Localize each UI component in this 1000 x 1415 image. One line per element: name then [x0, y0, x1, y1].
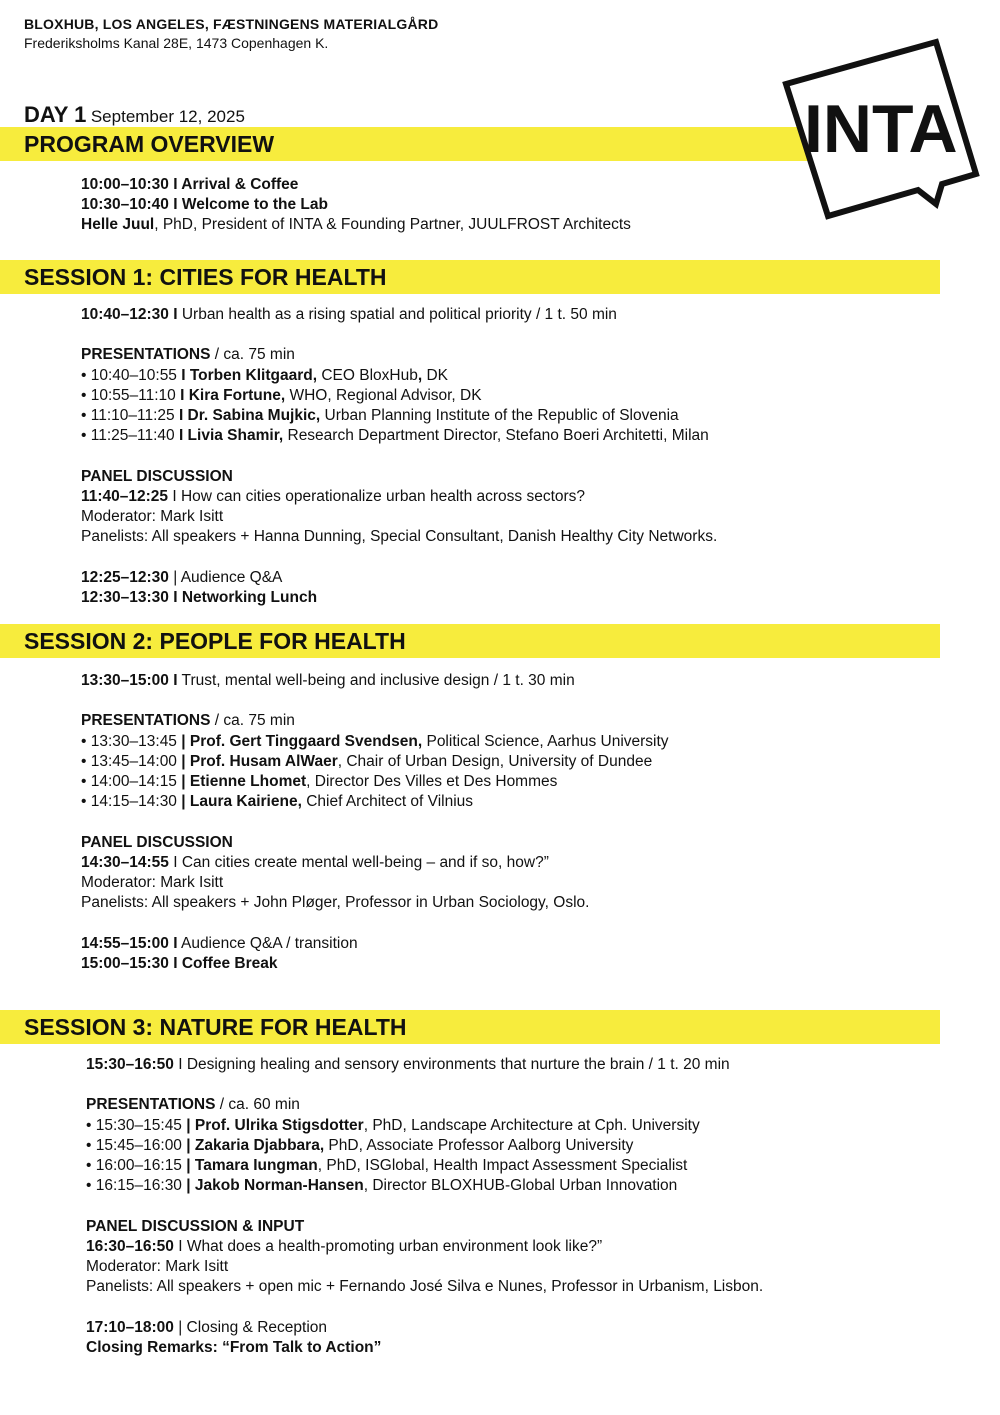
session1-intro: 10:40–12:30 I Urban health as a rising spatial and political priority / 1 t. 50 min: [81, 306, 617, 323]
inta-logo: [782, 38, 982, 224]
session3-presentations-heading: PRESENTATIONS / ca. 60 min: [86, 1096, 300, 1114]
overview-item: 10:30–10:40 I Welcome to the Lab: [81, 196, 328, 214]
list-item: • 14:15–14:30 | Laura Kairiene, Chief Architect of Vilnius: [81, 793, 474, 811]
venue-name: BLOXHUB, LOS ANGELES, FÆSTNINGENS MATERIALGÅRD: [24, 16, 439, 32]
session3-closing-remarks: Closing Remarks: “From Talk to Action”: [86, 1338, 382, 1356]
session1-block: [81, 305, 717, 608]
session3-intro: 15:30–16:50 I Designing healing and sensory environments that nurture the brain / 1 t. 20 min: [86, 1056, 730, 1073]
session3-title: SESSION 3: NATURE FOR HEALTH: [24, 1014, 407, 1040]
session2-moderator: Moderator: Mark Isitt: [81, 874, 224, 891]
session3-panelists: Panelists: All speakers + open mic + Fernando José Silva e Nunes, Professor in Urbanism, Lisbon.: [86, 1278, 764, 1296]
session2-presentations-heading: PRESENTATIONS / ca. 75 min: [81, 712, 295, 730]
session2-coffee-break: 15:00–15:30 I Coffee Break: [81, 954, 278, 972]
list-item: • 10:40–10:55 I Torben Klitgaard, CEO BloxHub, DK: [81, 366, 448, 384]
list-item: • 13:45–14:00 | Prof. Husam AlWaer, Chair of Urban Design, University of Dundee: [81, 752, 653, 770]
session1-panelists: Panelists: All speakers + Hanna Dunning, Special Consultant, Danish Healthy City Networks.: [81, 528, 718, 546]
venue-address: Frederiksholms Kanal 28E, 1473 Copenhagen K.: [24, 35, 329, 51]
session2-panel-question: 14:30–14:55 I Can cities create mental well-being – and if so, how?”: [81, 853, 549, 871]
session3-moderator: Moderator: Mark Isitt: [86, 1258, 229, 1275]
day-date: September 12, 2025: [90, 107, 245, 126]
list-item: • 16:15–16:30 | Jakob Norman-Hansen, Director BLOXHUB-Global Urban Innovation: [86, 1177, 678, 1195]
overview-item: 10:00–10:30 I Arrival & Coffee: [81, 176, 299, 193]
session2-block: [81, 671, 669, 974]
day-heading: [24, 102, 245, 128]
session1-panel-question: 11:40–12:25 I How can cities operationalize urban health across sectors?: [81, 487, 586, 505]
session3-panel-heading: PANEL DISCUSSION & INPUT: [86, 1217, 305, 1235]
list-item: • 16:00–16:15 | Tamara Iungman, PhD, ISGlobal, Health Impact Assessment Specialist: [86, 1157, 688, 1174]
list-item: • 15:45–16:00 | Zakaria Djabbara, PhD, Associate Professor Aalborg University: [86, 1136, 634, 1154]
session2-intro: 13:30–15:00 I Trust, mental well-being and inclusive design / 1 t. 30 min: [81, 672, 575, 689]
list-item: • 14:00–14:15 | Etienne Lhomet, Director Des Villes et Des Hommes: [81, 773, 558, 790]
overview-block: [81, 175, 631, 236]
overview-speaker: Helle Juul, PhD, President of INTA & Founding Partner, JUULFROST Architects: [81, 216, 631, 234]
session1-panel-heading: PANEL DISCUSSION: [81, 467, 233, 485]
session2-panel-heading: PANEL DISCUSSION: [81, 833, 233, 851]
session3-closing: 17:10–18:00 | Closing & Reception: [86, 1318, 327, 1336]
list-item: • 15:30–15:45 | Prof. Ulrika Stigsdotter, PhD, Landscape Architecture at Cph. University: [86, 1116, 700, 1134]
session2-panelists: Panelists: All speakers + John Pløger, Professor in Urban Sociology, Oslo.: [81, 894, 590, 912]
overview-title: PROGRAM OVERVIEW: [24, 131, 275, 157]
session3-block: [86, 1055, 763, 1358]
list-item: • 13:30–13:45 | Prof. Gert Tinggaard Svendsen, Political Science, Aarhus University: [81, 732, 669, 750]
session1-moderator: Moderator: Mark Isitt: [81, 508, 224, 525]
list-item: • 11:25–11:40 I Livia Shamir, Research Department Director, Stefano Boeri Architetti, Milan: [81, 427, 709, 445]
logo-text: INTA: [804, 91, 958, 167]
session3-panel-question: 16:30–16:50 I What does a health-promoting urban environment look like?”: [86, 1237, 603, 1255]
list-item: • 10:55–11:10 I Kira Fortune, WHO, Regional Advisor, DK: [81, 386, 482, 404]
list-item: • 11:10–11:25 I Dr. Sabina Mujkic, Urban Planning Institute of the Republic of Slovenia: [81, 407, 679, 424]
session1-lunch: 12:30–13:30 I Networking Lunch: [81, 588, 318, 606]
session2-qa: 14:55–15:00 I Audience Q&A / transition: [81, 934, 358, 952]
session2-title: SESSION 2: PEOPLE FOR HEALTH: [24, 628, 406, 654]
session1-title: SESSION 1: CITIES FOR HEALTH: [24, 264, 387, 290]
session1-presentations-heading: PRESENTATIONS / ca. 75 min: [81, 346, 295, 364]
day-label: DAY 1: [24, 102, 87, 127]
session1-qa: 12:25–12:30 | Audience Q&A: [81, 568, 283, 586]
